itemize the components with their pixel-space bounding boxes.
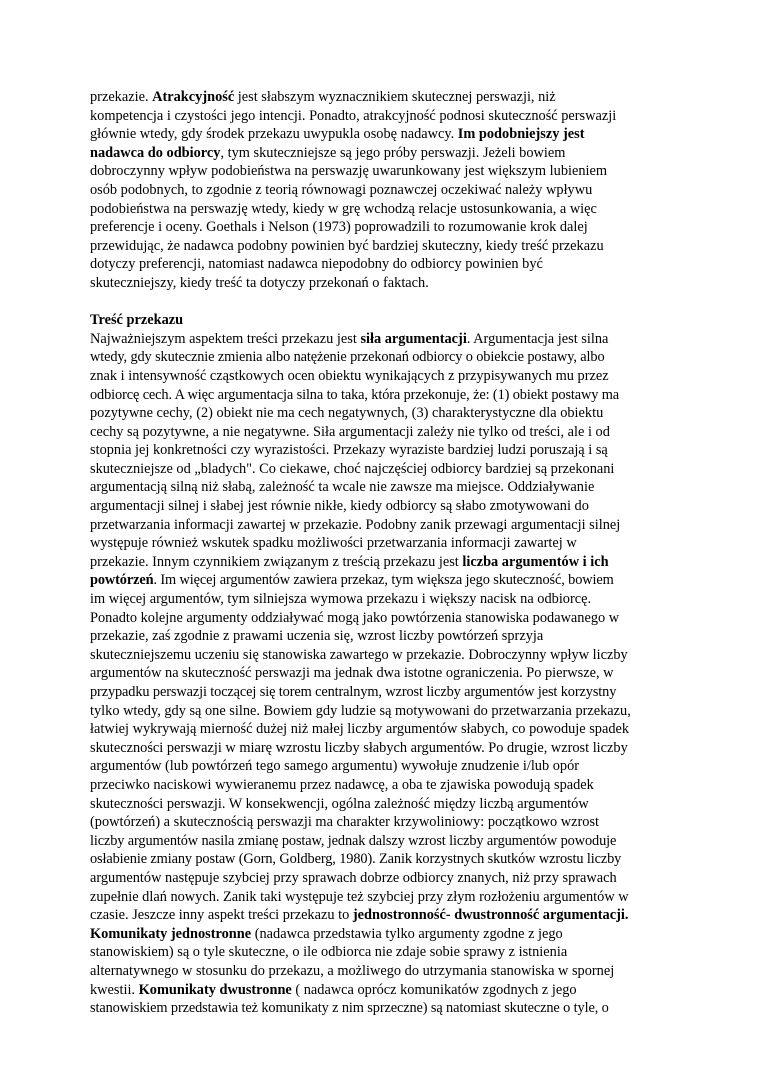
text-span: głównie wtedy, gdy środek przekazu uwypukla osobę nadawcy. [90, 126, 458, 143]
text-line: stanowiskiem) są o tyle skuteczne, o ile odbiorca nie zdaje sobie sprawy z istnienia [90, 944, 568, 961]
text-line: dobroczynny wpływ podobieństwa na perswazję uwarunkowany jest większym lubieniem [90, 163, 608, 180]
text-line: alternatywnego w stosunku do przekazu, a możliwego do utrzymania stanowiska w spornej [90, 962, 615, 979]
bold-term-sila-argumentacji: siła argumentacji [360, 330, 467, 347]
text-span: Najważniejszym aspektem treści przekazu jest [90, 330, 361, 347]
text-line [90, 88, 670, 107]
text-line [90, 330, 670, 349]
text-span: kwestii. [90, 981, 139, 998]
bold-term-komunikaty-jednostronne: Komunikaty jednostronne [90, 925, 252, 942]
paragraph-gap [90, 293, 670, 312]
text-span: (nadawca przedstawia tylko argumenty zgodne z jego [251, 925, 563, 942]
text-line: zupełnie dlań nowych. Zanik taki występuje też szybciej przy złym rozłożeniu argumentów w [90, 888, 629, 905]
text-line: (powtórzeń) a skutecznością perswazji ma charakter krzywoliniowy: początkowo wzrost [90, 814, 600, 831]
bold-term-liczba-argumentow-cont: powtórzeń [90, 572, 154, 589]
text-line: argumentów następuje szybciej przy sprawach dobrze odbiorcy znanych, niż przy sprawach [90, 869, 617, 886]
text-line: preferencje i oceny. Goethals i Nelson (1973) poprowadzili to rozumowanie krok dalej [90, 219, 588, 236]
text-line: przekazie, zaś zgodnie z prawami uczenia się, wzrost liczby powtórzeń sprzyja [90, 628, 544, 645]
text-line: odbiorcę cech. A więc argumentacja silna to taka, która przekonuje, że: (1) obiekt postawy ma [90, 386, 620, 403]
text-line [90, 906, 670, 925]
section-heading: Treść przekazu [90, 312, 184, 329]
text-line: stopnia jej konkretności czy wyrazistości. Przekazy wyraziste bardziej ludzi poruszają i są [90, 442, 608, 459]
text-line: kompetencja i czystości jego intencji. Ponadto, atrakcyjność podnosi skuteczność perswazji [90, 107, 617, 124]
bold-term-podobienstwo-cont: nadawca do odbiorcy [90, 144, 221, 161]
text-line [90, 571, 670, 590]
text-span: . Im więcej argumentów zawiera przekaz, tym większa jego skuteczność, bowiem [153, 572, 614, 589]
text-span: przekazie. [90, 89, 153, 105]
bold-term-atrakcyjnosc: Atrakcyjność [152, 89, 235, 105]
text-span: ( nadawca oprócz komunikatów zgodnych z jego [291, 981, 577, 998]
text-line: przypadku perswazji toczącej się torem centralnym, wzrost liczby argumentów jest korzystny [90, 684, 617, 700]
paragraph-nadawca [90, 88, 670, 293]
text-span: przekazie. Innym czynnikiem związanym z treścią przekazu jest [90, 553, 463, 570]
text-line [90, 925, 670, 944]
bold-term-jednostronnosc: jednostronność- dwustronność argumentacji. [352, 907, 629, 924]
text-line: cechy są pozytywne, a nie negatywne. Siła argumentacji zależy nie tylko od treści, ale i od [90, 423, 610, 440]
document-body [90, 88, 670, 1018]
text-line: argumentów na skuteczność perswazji ma jednak dwa istotne ograniczenia. Po pierwsze, w [90, 665, 614, 682]
text-line: osób podobnych, to zgodnie z teorią równowagi poznawczej oczekiwać należy wpływu [90, 181, 593, 198]
text-line: występuje również wskutek spadku możliwości przetwarzania informacji zawartej w [90, 535, 577, 552]
text-line: argumentacją silną niż słabą, zależność ta wcale nie zawsze ma miejsce. Oddziaływanie [90, 479, 595, 496]
text-line: przewidując, że nadawca podobny powinien być bardziej skuteczny, kiedy treść przekazu [90, 237, 604, 254]
text-line: znak i intensywność cząstkowych ocen obiektu wynikających z przypisywanych mu przez [90, 367, 609, 384]
text-line: skuteczniejszy, kiedy treść ta dotyczy przekonań o faktach. [90, 274, 429, 291]
text-line: przeciwko naciskowi wywieranemu przez nadawcę, a oba te zjawiska powodują spadek [90, 776, 594, 793]
bold-term-liczba-argumentow: liczba argumentów i ich [462, 553, 609, 570]
text-line: skuteczności perswazji w miarę wzrostu liczby słabych argumentów. Po drugie, wzrost liczby [90, 739, 628, 756]
text-line: przetwarzania informacji zawartej w przekazie. Podobny zanik przewagi argumentacji silnej [90, 516, 621, 533]
text-line: dotyczy preferencji, natomiast nadawca niepodobny do odbiorcy powinien być [90, 256, 543, 273]
bold-term-komunikaty-dwustronne: Komunikaty dwustronne [138, 981, 292, 998]
text-line: pozytywne cechy, (2) obiekt nie ma cech negatywnych, (3) charakterystyczne dla obiektu [90, 405, 604, 422]
text-line: łatwiej wykrywają mierność dużej niż małej liczby argumentów słabych, co powoduje spadek [90, 721, 630, 738]
text-line [90, 144, 670, 163]
text-line: osłabienie zmiany postaw (Gorn, Goldberg, 1980). Zanik korzystnych skutków wzrostu liczby [90, 851, 622, 868]
text-line: Ponadto kolejne argumenty oddziaływać mogą jako powtórzenia stanowiska podawanego w [90, 609, 620, 626]
text-line [90, 981, 670, 1000]
text-line: podobieństwa na perswazję wtedy, kiedy w grę wchodzą relacje ustosunkowania, a więc [90, 200, 597, 217]
text-line: liczby argumentów nasila zmianę postaw, jednak dalszy wzrost liczby argumentów powoduje [90, 832, 617, 849]
paragraph-tresc-przekazu [90, 330, 670, 1018]
text-line: skuteczniejszemu uczeniu się stanowiska zawartego w przekazie. Dobroczynny wpływ liczby [90, 646, 628, 663]
text-line: skuteczniejsze od „bladych". Co ciekawe, choć najczęściej odbiorcy bardziej są przekonani [90, 460, 615, 477]
text-line [90, 125, 670, 144]
text-line [90, 553, 670, 572]
text-line: skuteczności perswazji. W konsekwencji, ogólna zależność między liczbą argumentów [90, 795, 589, 812]
text-line: im więcej argumentów, tym silniejsza wymowa przekazu i większy nacisk na odbiorcę. [90, 591, 592, 608]
text-line: argumentów (lub powtórzeń tego samego argumentu) wywołuje znudzenie i/lub opór [90, 758, 580, 775]
text-span: , tym skuteczniejsze są jego próby perswazji. Jeżeli bowiem [220, 144, 566, 161]
text-span: . Argumentacja jest silna [466, 330, 609, 347]
text-span: czasie. Jeszcze inny aspekt treści przekazu to [90, 907, 353, 924]
text-span: jest słabszym wyznacznikiem skutecznej perswazji, niż [234, 89, 556, 105]
text-line: tylko wtedy, gdy są one silne. Bowiem gdy ludzie są motywowani do przetwarzania przekazu, [90, 702, 631, 719]
text-line: argumentacji silnej i słabej jest równie nikłe, kiedy odbiorcy są słabo zmotywowani do [90, 498, 589, 515]
text-line: wtedy, gdy skutecznie zmienia albo natężenie przekonań odbiorcy o obiekcie postawy, albo [90, 349, 605, 366]
text-line: stanowiskiem przedstawia też komunikaty z nim sprzeczne) są natomiast skuteczne o tyle, o [90, 1000, 609, 1017]
bold-term-podobienstwo: Im podobniejszy jest [457, 126, 585, 143]
